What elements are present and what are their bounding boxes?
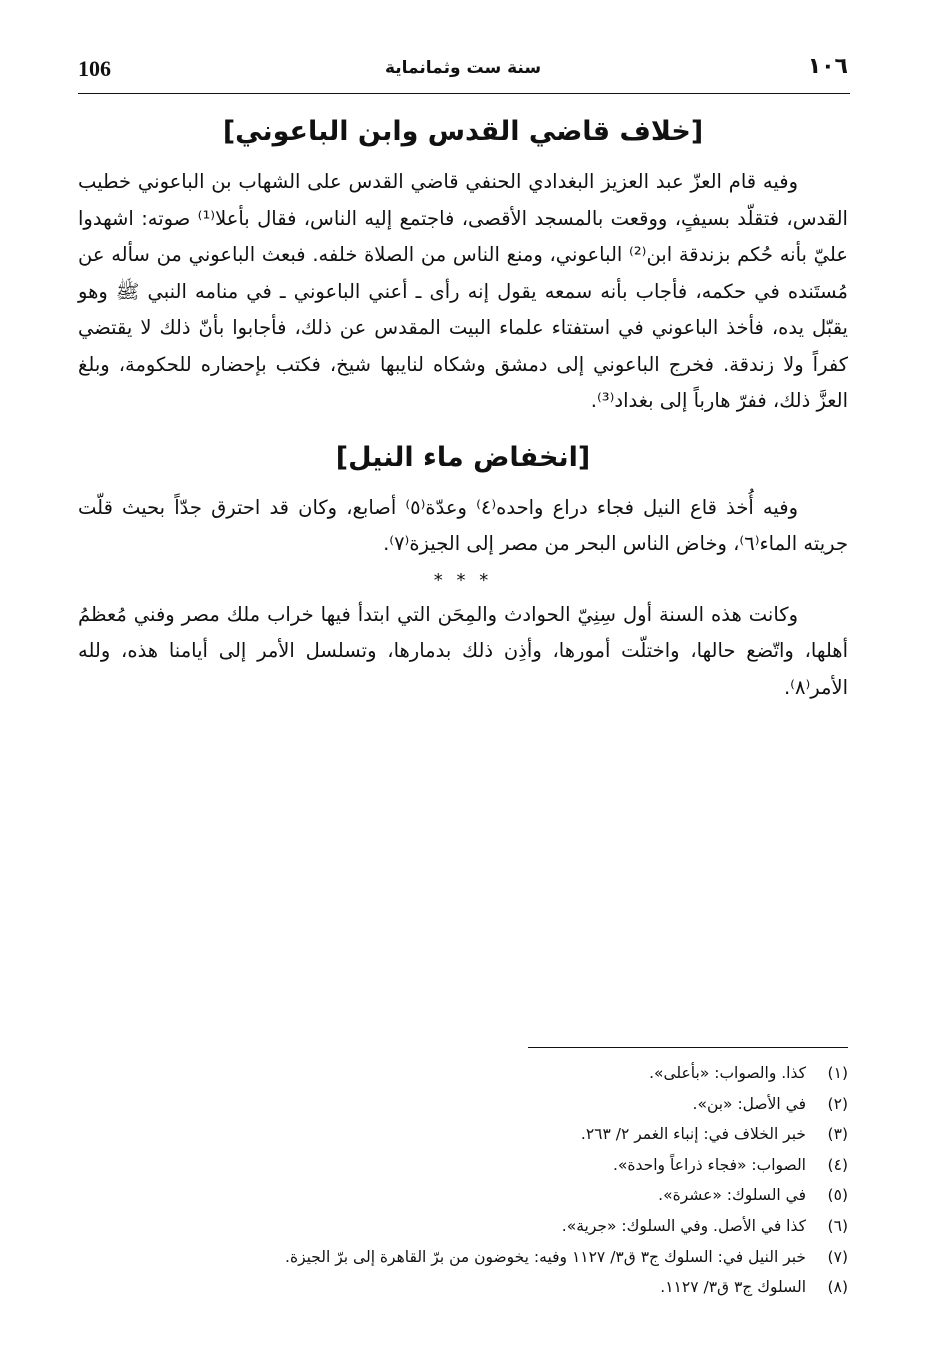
footnote-number: (٨) (827, 1278, 848, 1297)
footnote-item (78, 1089, 848, 1120)
page-header (78, 56, 848, 90)
running-title: سنة ست وثمانماية (384, 58, 542, 78)
section-heading-judge-dispute: [خلاف قاضي القدس وابن الباعوني] (222, 116, 704, 147)
footnote-item (78, 1180, 848, 1211)
footnotes-list (78, 1058, 848, 1303)
footnote-item (78, 1058, 848, 1089)
footnote-item (78, 1242, 848, 1273)
footnote-rule (528, 1047, 848, 1048)
footnote-number: (٣) (827, 1125, 848, 1144)
footnote-number: (٥) (827, 1186, 848, 1205)
section-heading-nile: [انخفاض ماء النيل] (335, 441, 591, 473)
footnote-text: الصواب: «فجاء ذراعاً واحدة». (613, 1155, 806, 1174)
footnote-text: في الأصل: «بن». (692, 1094, 806, 1113)
footnote-item (78, 1119, 848, 1150)
footnote-item (78, 1211, 848, 1242)
footnote-number: (٤) (827, 1155, 848, 1174)
footnote-text: السلوك ج٣ ق٣/ ١١٢٧. (660, 1278, 806, 1297)
footnote-number: (١) (827, 1064, 848, 1082)
footnote-item (78, 1272, 848, 1303)
footnote-text: خبر الخلاف في: إنباء الغمر ٢/ ٢٦٣. (580, 1125, 806, 1144)
section-separator: * * * (433, 569, 493, 591)
page-number-latin: 106 (78, 56, 111, 81)
footnote-text: في السلوك: «عشرة». (658, 1186, 806, 1205)
header-rule (78, 93, 850, 94)
paragraph-closing: وكانت هذه السنة أول سِنِيّ الحوادث والمِحَن التي ابتدأ فيها خراب ملك مصر وفني مُعظمُ أهلها، واتّضع حالها، واختلّت أمورها، وأذِن ذلك بدمارها، وتسلسل الأمر إلى أيامنا هذه، ولله الأمر⁽٨⁾. (78, 602, 848, 699)
footnote-text: كذا. والصواب: «بأعلى». (649, 1064, 806, 1082)
main-text (78, 112, 848, 706)
footnote-item (78, 1150, 848, 1181)
footnote-number: (٢) (827, 1094, 848, 1113)
footnote-text: كذا في الأصل. وفي السلوك: «جرية». (561, 1216, 806, 1235)
paragraph-judge-dispute: وفيه قام العزّ عبد العزيز البغدادي الحنفي قاضي القدس على الشهاب بن الباعوني خطيب القدس، فتقلّد بسيفٍ، ووقعت بالمسجد الأقصى، فاجتمع إليه الناس، فقال بأعلا⁽¹⁾ صوته: اشهدوا عليّ بأنه حُكم بزندقة ابن⁽²⁾ الباعوني، ومنع الناس من الصلاة خلفه. فبعث الباعوني من سأله عن مُستَنده في حكمه، فأجاب بأنه سمعه يقول إنه رأى ـ أعني الباعوني ـ في منامه النبي ﷺ وهو يقبّل يده، فأخذ الباعوني في استفتاء علماء البيت المقدس عن ذلك، فأجابوا بأنّ ذلك لا يقتضي كفراً ولا زندقة. فخرج الباعوني إلى دمشق وشكاه لنايبها شيخ، فكتب بإحضاره للحكومة، وبلغ العزَّ ذلك، ففرّ هارباً إلى بغداد⁽³⁾. (78, 170, 849, 412)
footnote-number: (٧) (827, 1247, 848, 1266)
footnote-number: (٦) (827, 1216, 848, 1235)
footnote-text: خبر النيل في: السلوك ج٣ ق٣/ ١١٢٧ وفيه: يخوضون من برّ القاهرة إلى برّ الجيزة. (285, 1247, 806, 1266)
paragraph-nile: وفيه أُخذ قاع النيل فجاء دراع واحده⁽٤⁾ وعدّة⁽٥⁾ أصابع، وكان قد احترق جدّاً بحيث قلّت جريته الماء⁽٦⁾، وخاض الناس البحر من مصر إلى الجيزة⁽٧⁾. (78, 495, 848, 555)
page-number-arabic: ١٠٦ (807, 54, 848, 79)
